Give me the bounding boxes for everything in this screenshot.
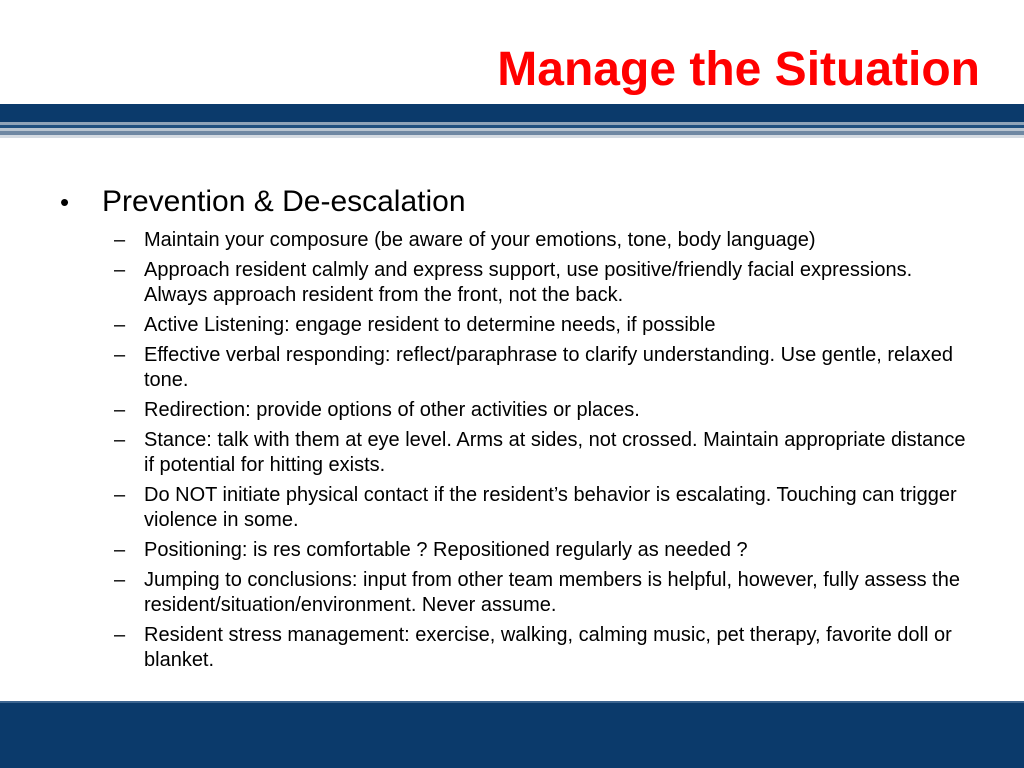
dash-icon: –	[114, 259, 126, 281]
sub-bullet-text: Do NOT initiate physical contact if the resident’s behavior is escalating. Touching can trigger violence in some.	[144, 484, 957, 531]
header-band	[0, 104, 1024, 138]
sub-bullet	[58, 343, 978, 393]
dash-icon: –	[114, 539, 126, 561]
sub-bullet-text: Effective verbal responding: reflect/paraphrase to clarify understanding. Use gentle, relaxed tone.	[144, 344, 953, 391]
footer-band-highlight	[0, 701, 1024, 703]
sub-bullet	[58, 428, 978, 478]
main-bullet	[58, 182, 978, 222]
header-band-stripe	[0, 104, 1024, 122]
main-bullet-text: Prevention & De-escalation	[102, 185, 466, 218]
sub-bullet	[58, 483, 978, 533]
sub-bullet-text: Maintain your composure (be aware of your emotions, tone, body language)	[144, 229, 816, 251]
sub-bullet-text: Jumping to conclusions: input from other team members is helpful, however, fully assess the resident/situation/environment. Never assume.	[144, 569, 960, 616]
dash-icon: –	[114, 429, 126, 451]
sub-bullet	[58, 398, 978, 423]
dash-icon: –	[114, 569, 126, 591]
sub-bullet	[58, 568, 978, 618]
sub-bullet-list	[58, 228, 978, 673]
footer-band	[0, 701, 1024, 768]
dash-icon: –	[114, 399, 126, 421]
sub-bullet-text: Redirection: provide options of other activities or places.	[144, 399, 640, 421]
sub-bullet	[58, 538, 978, 563]
sub-bullet-text: Positioning: is res comfortable ? Repositioned regularly as needed ?	[144, 539, 748, 561]
header-band-stripe	[0, 135, 1024, 138]
sub-bullet	[58, 623, 978, 673]
sub-bullet	[58, 313, 978, 338]
dash-icon: –	[114, 624, 126, 646]
sub-bullet-text: Active Listening: engage resident to determine needs, if possible	[144, 314, 716, 336]
sub-bullet-text: Approach resident calmly and express support, use positive/friendly facial expressions. Always approach resident from the front, not the back.	[144, 259, 913, 306]
bullet-icon: •	[60, 187, 70, 217]
dash-icon: –	[114, 229, 126, 251]
dash-icon: –	[114, 484, 126, 506]
slide-title: Manage the Situation	[497, 43, 980, 96]
slide-body	[58, 182, 978, 678]
sub-bullet-text: Stance: talk with them at eye level. Arms at sides, not crossed. Maintain appropriate distance if potential for hitting exists.	[144, 429, 966, 476]
dash-icon: –	[114, 344, 126, 366]
sub-bullet-text: Resident stress management: exercise, walking, calming music, pet therapy, favorite doll or blanket.	[144, 624, 952, 671]
sub-bullet	[58, 258, 978, 308]
sub-bullet	[58, 228, 978, 253]
dash-icon: –	[114, 314, 126, 336]
